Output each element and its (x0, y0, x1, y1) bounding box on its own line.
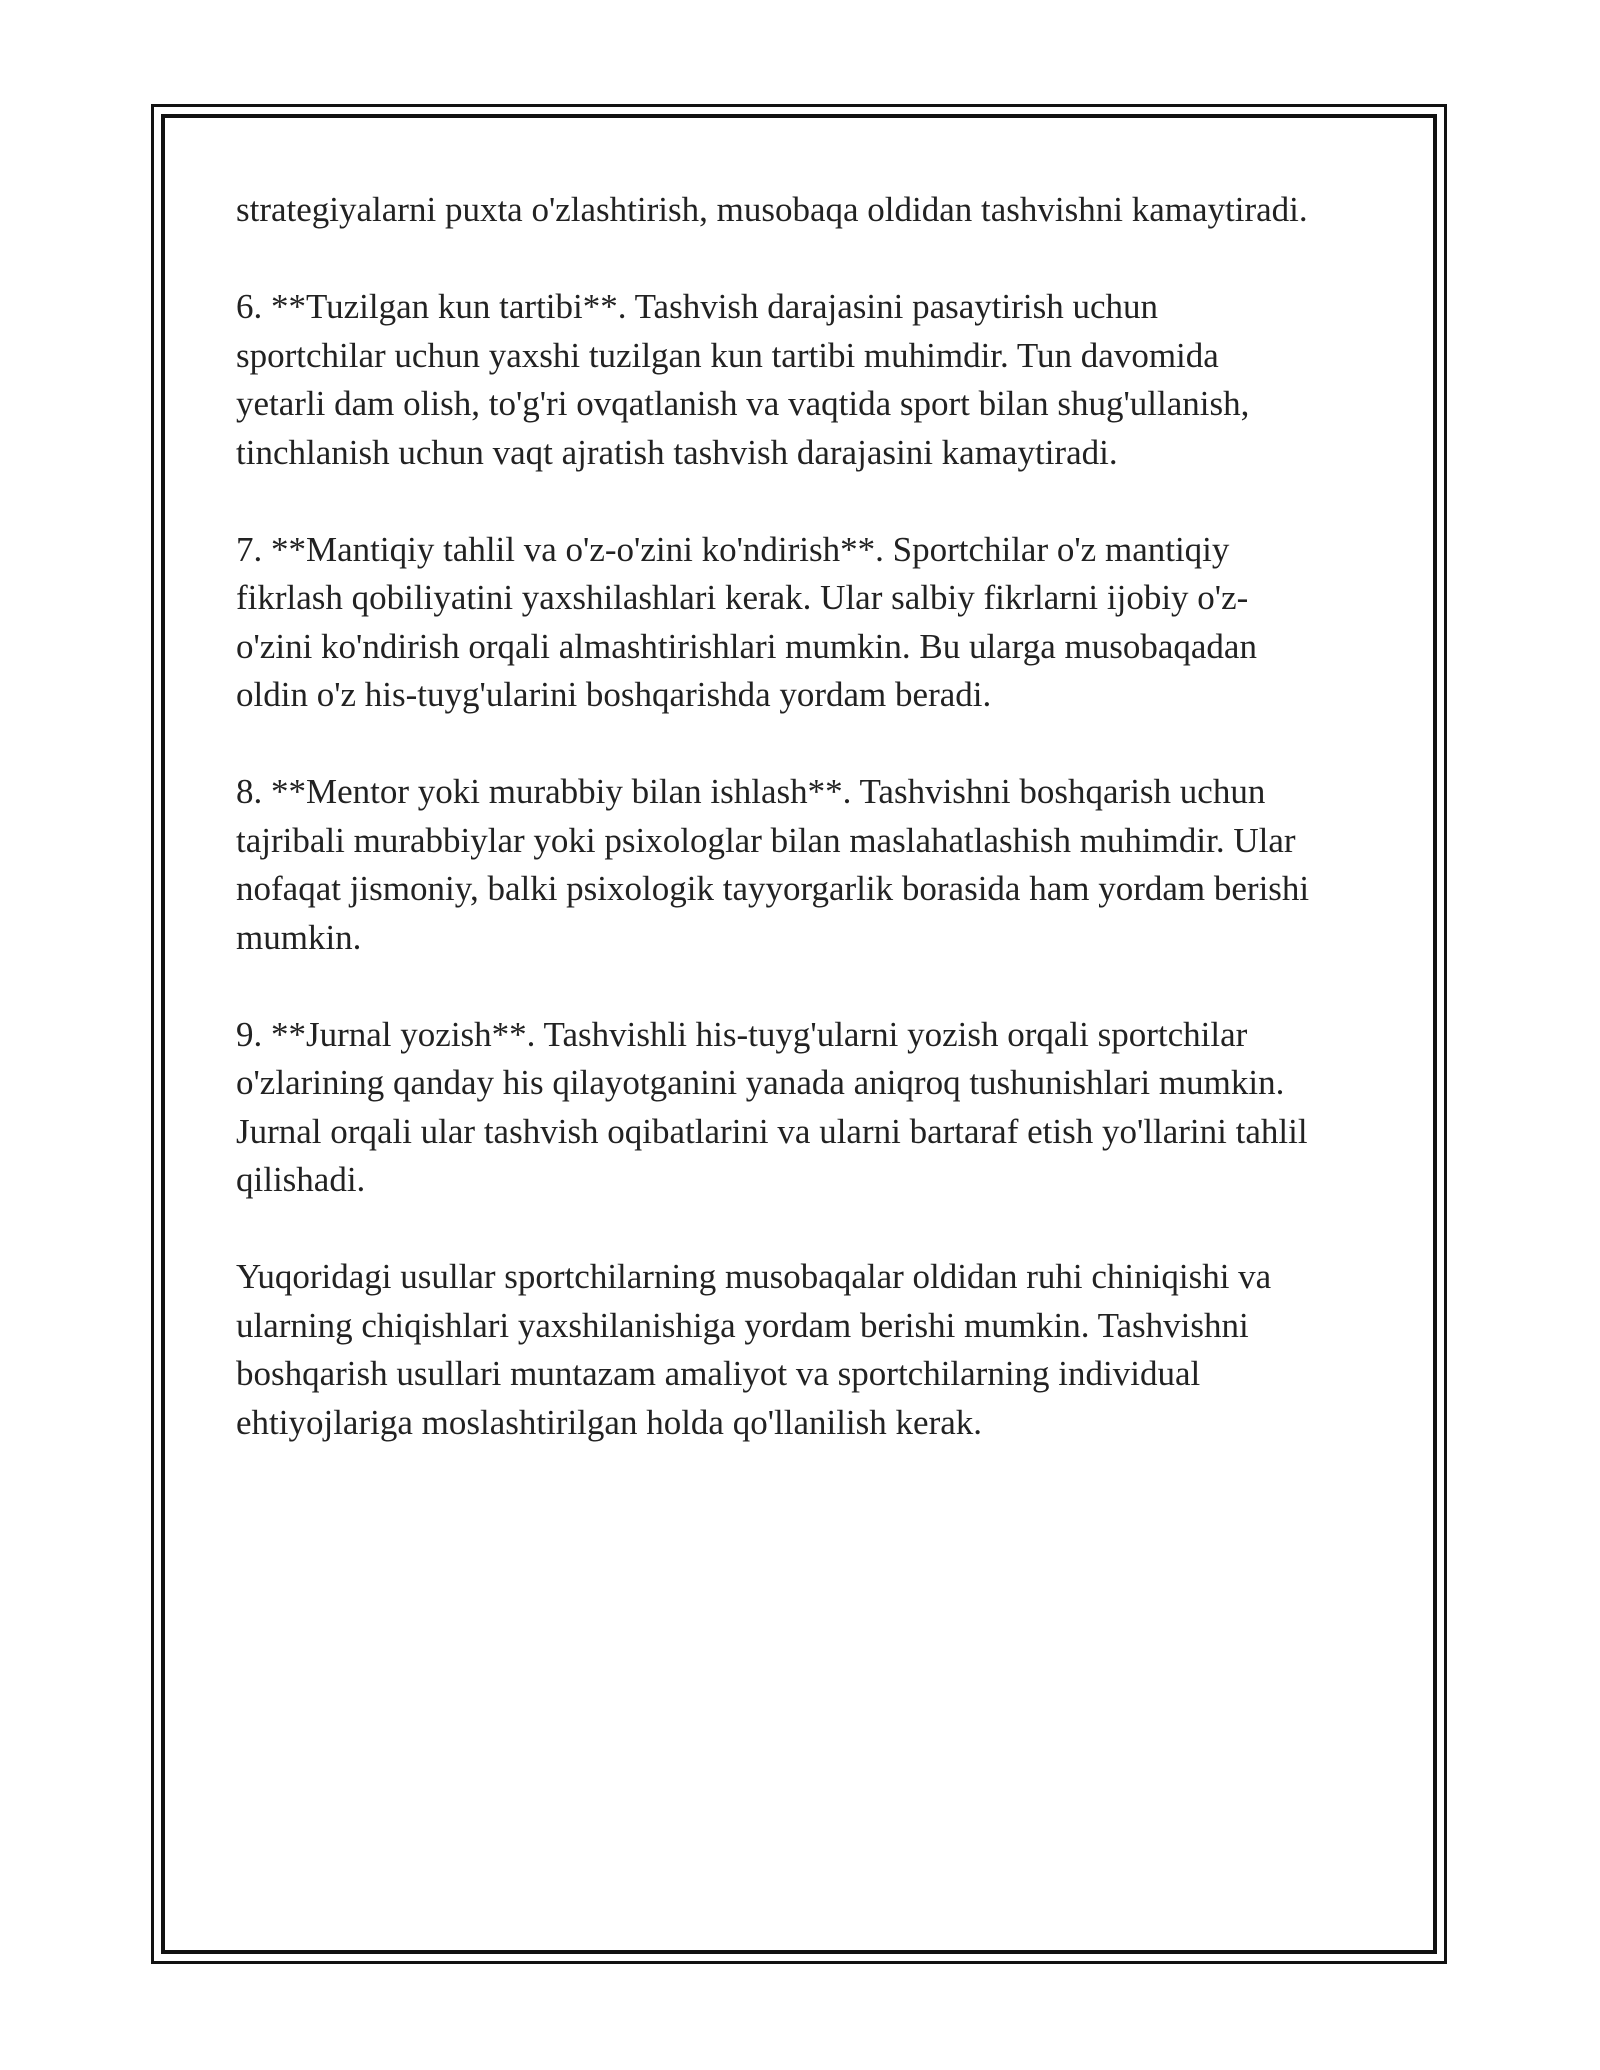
paragraph-item-8-mentor: 8. **Mentor yoki murabbiy bilan ishlash**. Tashvishni boshqarish uchun tajribali murabbiylar yoki psixologlar bilan maslahatlashish muhimdir. Ular nofaqat jismoniy, balki psixologik tayyorgarlik borasida ham yordam berishi mumkin. (236, 772, 1310, 957)
paragraph-item-6-daily-routine: 6. **Tuzilgan kun tartibi**. Tashvish darajasini pasaytirish uchun sportchilar uchun yaxshi tuzilgan kun tartibi muhimdir. Tun davomida yetarli dam olish, to'g'ri ovqatlanish va vaqtida sport bilan shug'ullanish, tinchlanish uchun vaqt ajratish tashvish darajasini kamaytiradi. (236, 287, 1250, 472)
paragraph-item-7-logical-analysis: 7. **Mantiqiy tahlil va o'z-o'zini ko'ndirish**. Sportchilar o'z mantiqiy fikrlash qobiliyatini yaxshilashlari kerak. Ular salbiy fikrlarni ijobiy o'z- o'zini ko'ndirish orqali almashtirishlari mumkin. Bu ularga musobaqadan oldin o'z his-tuyg'ularini boshqarishda yordam beradi. (236, 529, 1257, 714)
paragraph-conclusion: Yuqoridagi usullar sportchilarning musobaqalar oldidan ruhi chiniqishi va ularning chiqishlari yaxshilanishiga yordam berishi mumkin. Tashvishni boshqarish usullari muntazam amaliyot va sportchilarning individual ehtiyojlariga moslashtirilgan holda qo'llanilish kerak. (236, 1257, 1272, 1442)
paragraph-item-9-journaling: 9. **Jurnal yozish**. Tashvishli his-tuyg'ularni yozish orqali sportchilar o'zlarining qanday his qilayotganini yanada aniqroq tushunishlari mumkin. Jurnal orqali ular tashvish oqibatlarini va ularni bartaraf etish yo'llarini tahlil qilishadi. (236, 1014, 1308, 1199)
paragraph-strategy-continuation: strategiyalarni puxta o'zlashtirish, musobaqa oldidan tashvishni kamaytiradi. (236, 190, 1308, 229)
document-body (236, 186, 1386, 1496)
